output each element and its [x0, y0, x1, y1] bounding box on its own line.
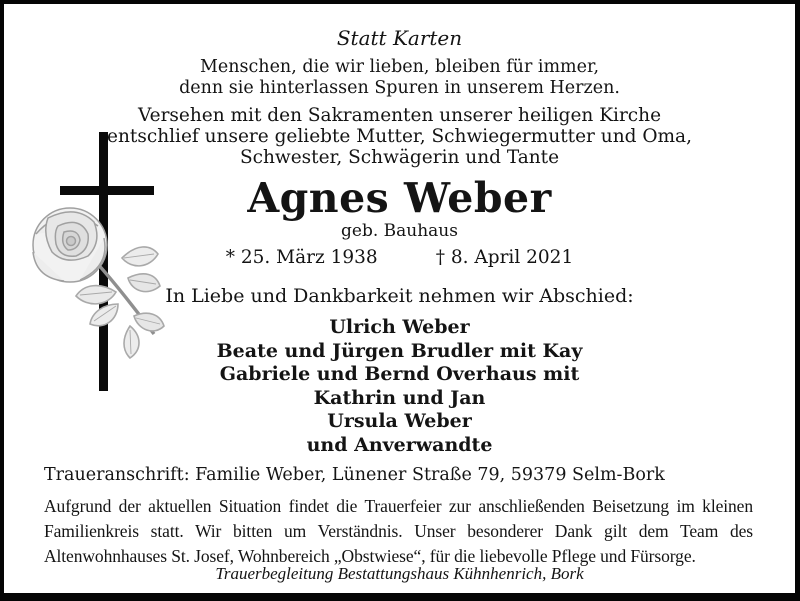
epigraph [4, 57, 795, 99]
birth-date: * 25. März 1938 [225, 247, 378, 268]
maiden-name: geb. Bauhaus [341, 221, 458, 241]
life-dates [4, 247, 795, 268]
intro-line-1: Versehen mit den Sakramenten unserer heiligen Kirche [137, 105, 662, 126]
mourner-line: Gabriele und Bernd Overhaus mit [219, 363, 580, 385]
farewell-line: In Liebe und Dankbarkeit nehmen wir Abschied: [165, 285, 634, 307]
epigraph-line-1: Menschen, die wir lieben, bleiben für immer, [199, 57, 600, 77]
mourner-line: Ulrich Weber [329, 316, 470, 338]
mourning-address-line: Traueranschrift: Familie Weber, Lünener Straße 79, 59379 Selm-Bork [44, 465, 665, 485]
statt-karten-line: Statt Karten [336, 26, 463, 50]
mourner-line: Kathrin und Jan [313, 386, 486, 409]
mourner-line: Ursula Weber [327, 410, 472, 432]
death-date: † 8. April 2021 [435, 247, 574, 268]
mourner-line: Beate und Jürgen Brudler mit Kay [216, 339, 583, 362]
intro-line-3: Schwester, Schwägerin und Tante [239, 147, 560, 168]
funeral-info-paragraph: Aufgrund der aktuellen Situation findet die Trauerfeier zur anschließenden Beisetzung im kleinen Familienkreis statt. Wir bitten um Verständnis. Unser besonderer Dank gilt dem Team des Altenwohnhauses St. Josef, Wohnbereich „Obstwiese“, für die liebevolle Pflege und Fürsorge. [44, 496, 753, 566]
mourners-list [4, 316, 795, 457]
funeral-home-line: Trauerbegleitung Bestattungshaus Kühnhenrich, Bork [215, 564, 584, 583]
intro-text [4, 105, 795, 168]
intro-line-2: entschlief unsere geliebte Mutter, Schwiegermutter und Oma, [107, 126, 692, 147]
mourner-line: und Anverwandte [306, 433, 493, 456]
epigraph-line-2: denn sie hinterlassen Spuren in unserem Herzen. [179, 78, 620, 98]
deceased-name: Agnes Weber [247, 174, 552, 222]
